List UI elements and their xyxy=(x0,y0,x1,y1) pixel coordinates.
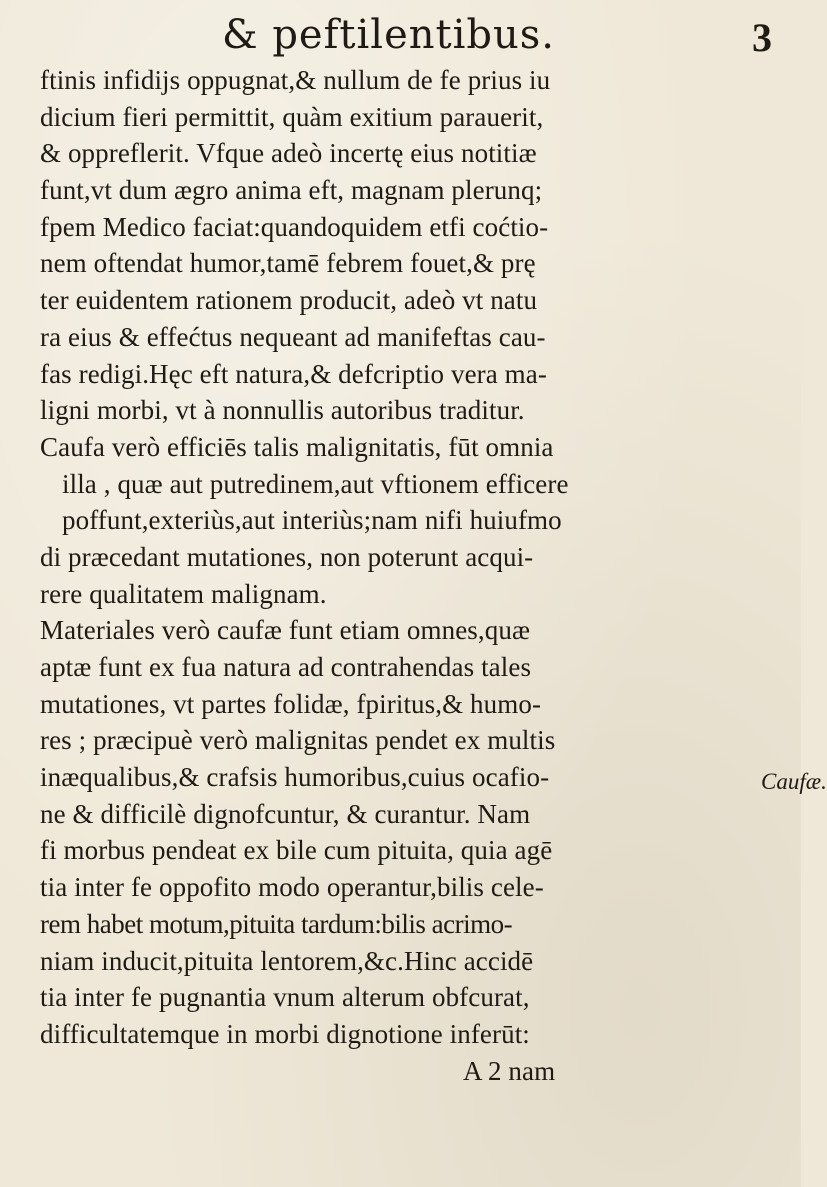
page-number: 3 xyxy=(752,15,772,60)
text-line: & oppreflerit. Vfque adeò incertę eius notitiæ xyxy=(40,138,537,169)
text-line: funt,vt dum ægro anima eft, magnam plerunq; xyxy=(40,175,543,206)
text-line: ter euidentem rationem producit, adeò vt natu xyxy=(40,285,538,316)
text-line: ra eius & effećtus nequeant ad manifeftas cau- xyxy=(40,321,546,352)
text-line: ftinis infidijs oppugnat,& nullum de fe prius iu xyxy=(40,65,551,95)
text-line: nem oftendat humor,tamē febrem fouet,& prę xyxy=(40,248,536,279)
text-line: Caufa verò efficiēs talis malignitatis, fūt omnia xyxy=(40,431,554,462)
text-line: niam inducit,pituita lentorem,&c.Hinc accidē xyxy=(40,945,534,976)
text-line: rem habet motum,pituita tardum:bilis acrimo- xyxy=(40,908,513,939)
text-line: res ; præcipuè verò malignitas pendet ex multis xyxy=(40,725,556,756)
text-line: di præcedant mutationes, non poterunt acqui- xyxy=(40,541,534,572)
text-line: difficultatemque in morbi dignotione inferūt: xyxy=(40,1018,530,1049)
text-line: Materiales verò caufæ funt etiam omnes,quæ xyxy=(40,615,531,646)
text-line: ne & difficilè dignofcuntur, & curantur. Nam xyxy=(40,798,531,829)
signature-and-catchword: A 2 nam xyxy=(463,1055,556,1086)
text-line: tia inter fe oppofito modo operantur,bilis cele- xyxy=(40,872,544,903)
text-line: fas redigi.Hęc eft natura,& defcriptio vera ma- xyxy=(40,358,547,389)
text-line: mutationes, vt partes folidæ, fpiritus,& humo- xyxy=(40,688,542,719)
text-line: tia inter fe pugnantia vnum alterum obfcurat, xyxy=(40,982,530,1013)
text-line: aptæ funt ex fua natura ad contrahendas tales xyxy=(40,652,532,682)
page-header xyxy=(0,10,801,62)
body-text xyxy=(40,62,760,1089)
running-title: & peftilentibus. xyxy=(222,12,555,58)
text-line: dicium fieri permittit, quàm exitium parauerit, xyxy=(40,101,544,132)
text-line: ligni morbi, vt à nonnullis autoribus traditur. xyxy=(40,395,525,426)
text-line: poffunt,exteriùs,aut interiùs;nam nifi huiufmo xyxy=(62,505,562,536)
text-line: inæqualibus,& crafsis humoribus,cuius ocafio- xyxy=(40,762,550,793)
text-line: fi morbus pendeat ex bile cum pituita, quia agē xyxy=(40,835,553,866)
text-line: fpem Medico faciat:quandoquidem etfi coćtio- xyxy=(40,211,549,242)
text-line: illa , quæ aut putredinem,aut vftionem efficere xyxy=(62,468,569,499)
text-line: rere qualitatem malignam. xyxy=(40,578,327,609)
marginal-note: Caufæ. xyxy=(761,769,827,794)
